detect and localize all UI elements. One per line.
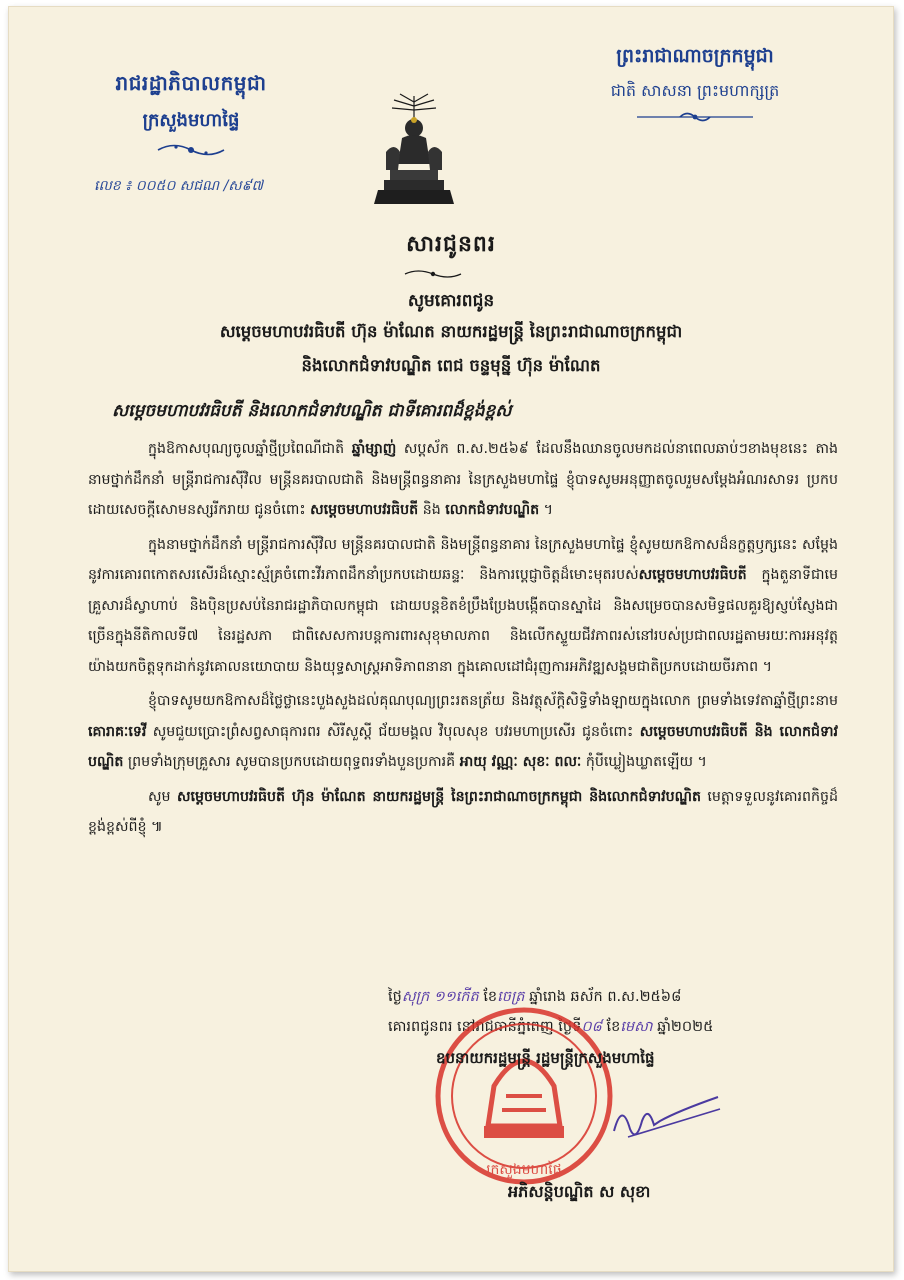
paragraph-3: ខ្ញុំបាទសូមយកឱកាសដ៏ថ្លៃថ្លានេះបួងសួងដល់គុណបុណ្យព្រះរតនត្រ័យ និងវត្ថុស័ក្តិសិទ្ធិទាំងឡាយក្នុងលោក ព្រមទាំងទេវតាឆ្នាំថ្មីព្រះនាម គោរាគៈទេវី សូមជួយប្រោះព្រំសព្វសាធុការពរ សិរីសួស្តី ជ័យមង្គល វិបុលសុខ បវរមហាប្រសើរ ជូនចំពោះ សម្តេចមហាបវរធិបតី និង លោកជំទាវបណ្ឌិត ព្រមទាំងក្រុមគ្រួសារ សូមបានប្រកបដោយពុទ្ធពរទាំងបួនប្រការគឺ អាយុ វណ្ណៈ សុខៈ ពលៈ កុំបីឃ្លៀងឃ្លាតឡើយ ។ (88, 693, 838, 770)
paragraph-4: សូម សម្តេចមហាបវរធិបតី ហ៊ុន ម៉ាណែត នាយករដ្ឋមន្ត្រី នៃព្រះរាជាណាចក្រកម្ពុជា និងលោកជំទាវបណ្ឌិត មេត្តាទទួលនូវគោរពកិច្ចដ៏ខ្ពង់ខ្ពស់ពីខ្ញុំ ៕ (88, 788, 838, 835)
kingdom-name: ព្រះរាជាណាចក្រកម្ពុជា (616, 45, 774, 67)
letter-body (88, 434, 838, 847)
svg-text:ក្រសួងមហាផ្ទៃ: ក្រសួងមហាផ្ទៃ (486, 1162, 562, 1178)
ministry-name: ក្រសួងមហាផ្ទៃ (142, 110, 240, 131)
paragraph-2: ក្នុងនាមថ្នាក់ដឹកនាំ មន្ត្រីរាជការស៊ីវិល មន្ត្រីនគរបាលជាតិ និងមន្ត្រីពន្ធនាគារ នៃក្រសួងមហាផ្ទៃ ខ្ញុំសូមយកឱកាសដ៏នក្ខត្តឫក្សនេះ សម្តែងនូវការគោរពកោតសរសើរដ៏ស្មោះស្ម័គ្រចំពោះវីរភាពដឹកនាំប្រកបដោយឆន្ទៈ និងការប្តេជ្ញាចិត្តដ៏មោះមុតរបស់សម្តេចមហាបវរធិបតី ក្នុងតួនាទីជាមេគ្រួសារដ៏ស្វាហាប់ និងប៉ិនប្រសប់នៃរាជរដ្ឋាភិបាលកម្ពុជា ដោយបន្តខិតខំប្រឹងប្រែងបង្កើតបានស្នាដៃ និងសម្រេចបានសមិទ្ធផលគួរឱ្យស្ញប់ស្ញែងជាច្រើនក្នុងនីតិកាលទី៧ នៃរដ្ឋសភា ជាពិសេសការបន្តការពារសុខុមាលភាព និងលើកស្ទួយជីវភាពរស់នៅរបស់ប្រជាពលរដ្ឋតាមរយៈការអនុវត្តយ៉ាងយកចិត្តទុកដាក់នូវគោលនយោបាយ និងយុទ្ធសាស្ត្រអាទិភាពនានា ក្នុងគោលដៅជំរុញការអភិវឌ្ឍសង្គមជាតិប្រកបដោយចីរភាព ។ (88, 536, 838, 675)
government-name: រាជរដ្ឋាភិបាលកម្ពុជា (115, 71, 267, 95)
title-ornament-icon (403, 268, 463, 280)
left-ornament-icon (156, 141, 226, 159)
recipient-line-2: និងលោកជំទាវបណ្ឌិត ពេជ ចន្ទមុន្នី ហ៊ុន ម៉ាណែត (301, 356, 601, 375)
paragraph-1: ក្នុងឱកាសបុណ្យចូលឆ្នាំថ្មីប្រពៃណីជាតិ ឆ្នាំម្សាញ់ សប្តស័ក ព.ស.២៥៦៩ ដែលនឹងឈានចូលមកដល់នាពេលឆាប់ៗខាងមុខនេះ តាងនាមថ្នាក់ដឹកនាំ មន្ត្រីរាជការស៊ីវិល មន្ត្រីនគរបាលជាតិ និងមន្ត្រីពន្ធនាគារ នៃក្រសួងមហាផ្ទៃ ខ្ញុំបាទសូមអនុញ្ញាតចូលរួមសម្តែងអំណរសាទរ ប្រកបដោយសេចក្តីសោមនស្សរីករាយ ជូនចំពោះ សម្តេចមហាបវរធិបតី និង លោកជំទាវបណ្ឌិត ។ (88, 441, 839, 518)
lunar-date: ថ្ងៃសុក្រ ១១កើត ខែចេត្រ ឆ្នាំរោង ឆស័ក ព.ស.២៥៦៨ (388, 989, 682, 1005)
national-motto: ជាតិ សាសនា ព្រះមហាក្សត្រ (610, 81, 780, 100)
signer-title: ឧបនាយករដ្ឋមន្ត្រី រដ្ឋមន្ត្រីក្រសួងមហាផ្ទៃ (436, 1049, 655, 1067)
right-header (570, 44, 820, 124)
honorific-line: សម្តេចមហាបវរធិបតី និងលោកជំទាវបណ្ឌិត ជាទីគោរពដ៏ខ្ពង់ខ្ពស់ (112, 401, 512, 421)
salutation: សូមគោរពជូន (407, 291, 495, 311)
reference-number: លេខ ៖ ០០៥០ សជណ /ស៩៧ (94, 178, 264, 194)
right-ornament-icon (635, 110, 755, 124)
left-header (76, 70, 306, 163)
solar-date: គោរពជូនពរ នៅរាជធានីភ្នំពេញ ថ្ងៃទី០៨ ខែមេសា ឆ្នាំ២០២៥ (388, 1019, 714, 1035)
document-title: សារជូនពរ (406, 232, 496, 257)
recipient-line-1: សម្តេចមហាបវរធិបតី ហ៊ុន ម៉ាណែត នាយករដ្ឋមន្ត្រី នៃព្រះរាជាណាចក្រកម្ពុជា (219, 322, 683, 341)
ministry-emblem-icon (364, 92, 464, 212)
signer-name: អភិសន្តិបណ្ឌិត ស សុខា (508, 1182, 651, 1201)
letter-page (8, 6, 894, 1272)
handwritten-signature-icon (608, 1091, 728, 1151)
